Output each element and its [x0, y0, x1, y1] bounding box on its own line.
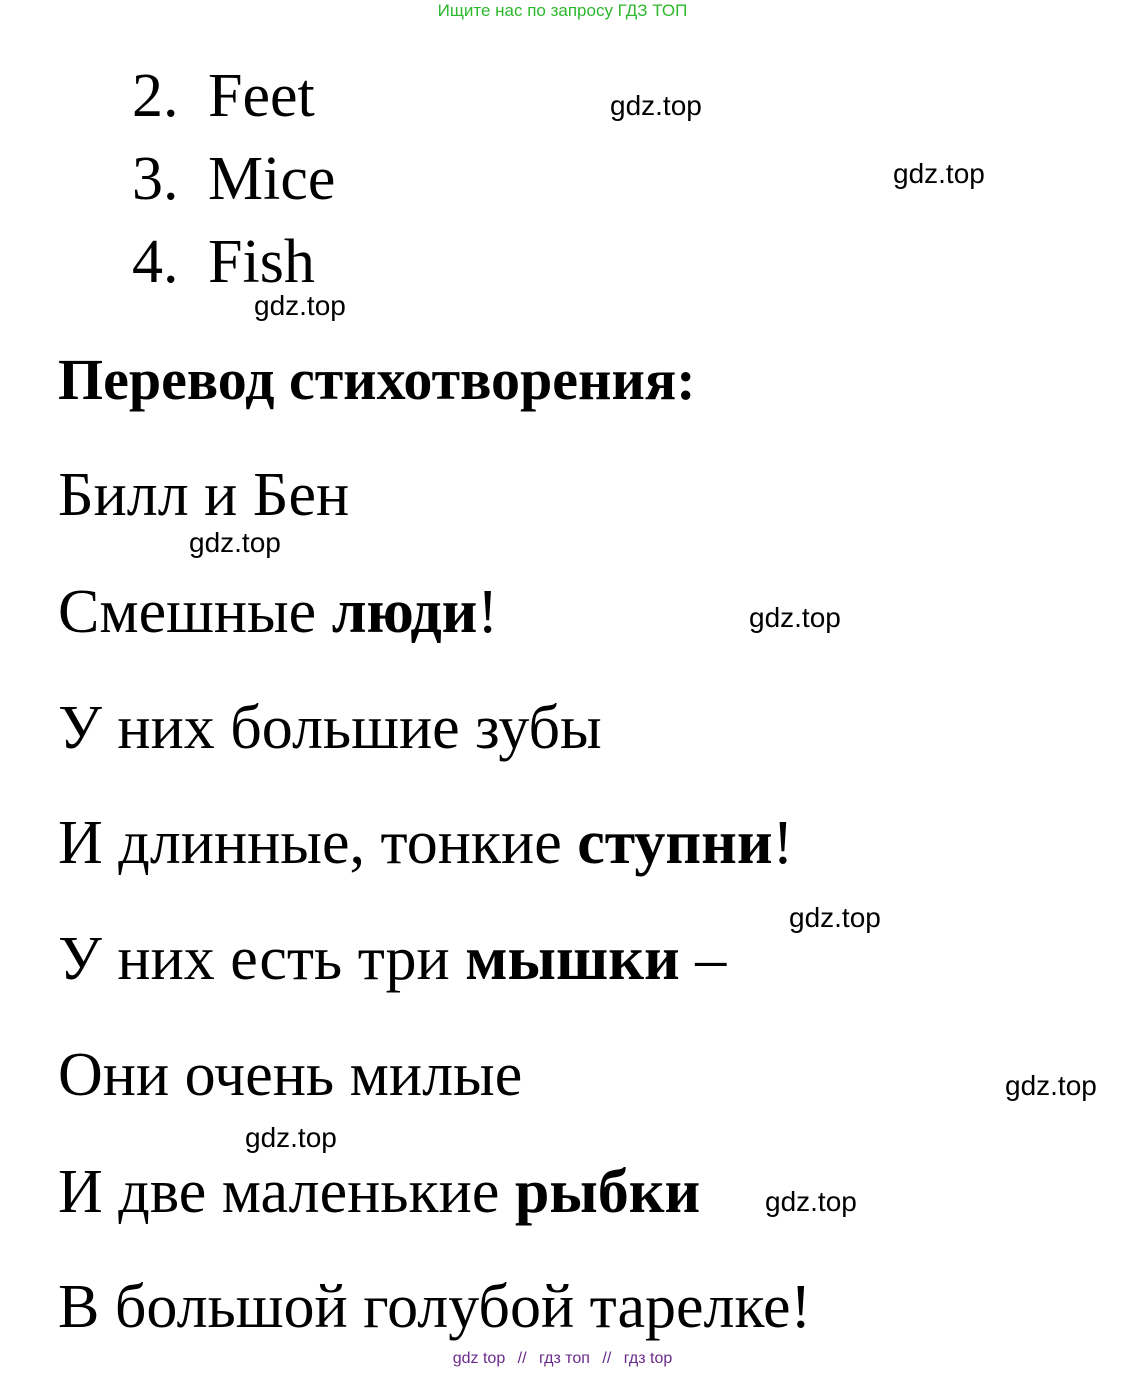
- footer-separator: //: [602, 1350, 612, 1367]
- list-item: [132, 62, 315, 130]
- poem-text: В большой голубой тарелке!: [58, 1273, 812, 1341]
- list-item: [132, 228, 315, 296]
- footer-link-gdz-top-mixed[interactable]: гдз top: [623, 1350, 673, 1367]
- list-item: [132, 145, 336, 213]
- poem-text: Они очень милые: [58, 1041, 523, 1109]
- poem-bold-word: ступни: [577, 809, 773, 877]
- watermark: gdz.top: [254, 290, 346, 321]
- list-item-number: 3.: [132, 145, 179, 213]
- poem-line-3: [58, 693, 602, 763]
- poem-line-5: [58, 924, 726, 994]
- watermark: gdz.top: [789, 902, 881, 933]
- watermark: gdz.top: [749, 602, 841, 633]
- poem-bold-word: рыбки: [514, 1158, 701, 1226]
- poem-line-8: [58, 1272, 811, 1342]
- poem-bold-word: мышки: [465, 925, 680, 993]
- watermark: gdz.top: [245, 1122, 337, 1153]
- poem-text: И длинные, тонкие: [58, 809, 578, 877]
- footer-separator: //: [517, 1350, 527, 1367]
- page-heading: Перевод стихотворения:: [58, 347, 696, 412]
- poem-text: !: [772, 809, 794, 877]
- banner-text: Ищите нас по запросу ГДЗ ТОП: [437, 1, 688, 20]
- poem-text: И две маленькие: [58, 1158, 515, 1226]
- footer-links: [0, 1348, 1125, 1370]
- top-banner: [0, 0, 1125, 22]
- watermark: gdz.top: [189, 527, 281, 558]
- list-item-word: Mice: [208, 145, 336, 213]
- poem-text: !: [477, 578, 499, 646]
- list-item-word: Fish: [208, 228, 315, 296]
- poem-text: –: [679, 925, 727, 993]
- poem-line-2: [58, 577, 498, 647]
- watermark: gdz.top: [765, 1186, 857, 1217]
- footer-link-gdz-top-ru[interactable]: гдз топ: [539, 1350, 590, 1367]
- poem-text: Билл и Бен: [58, 461, 350, 529]
- watermark: gdz.top: [893, 158, 985, 189]
- poem-bold-word: люди: [331, 578, 478, 646]
- footer-link-gdz-top[interactable]: gdz top: [452, 1350, 506, 1367]
- list-item-number: 4.: [132, 228, 179, 296]
- poem-line-7: [58, 1157, 700, 1227]
- watermark: gdz.top: [1005, 1070, 1097, 1101]
- poem-text: У них большие зубы: [58, 694, 602, 762]
- poem-text: Смешные: [58, 578, 332, 646]
- poem-line-4: [58, 808, 793, 878]
- list-item-word: Feet: [208, 62, 315, 130]
- list-item-number: 2.: [132, 62, 179, 130]
- watermark: gdz.top: [610, 90, 702, 121]
- poem-line-1: [58, 460, 349, 530]
- poem-line-6: [58, 1040, 522, 1110]
- poem-text: У них есть три: [58, 925, 466, 993]
